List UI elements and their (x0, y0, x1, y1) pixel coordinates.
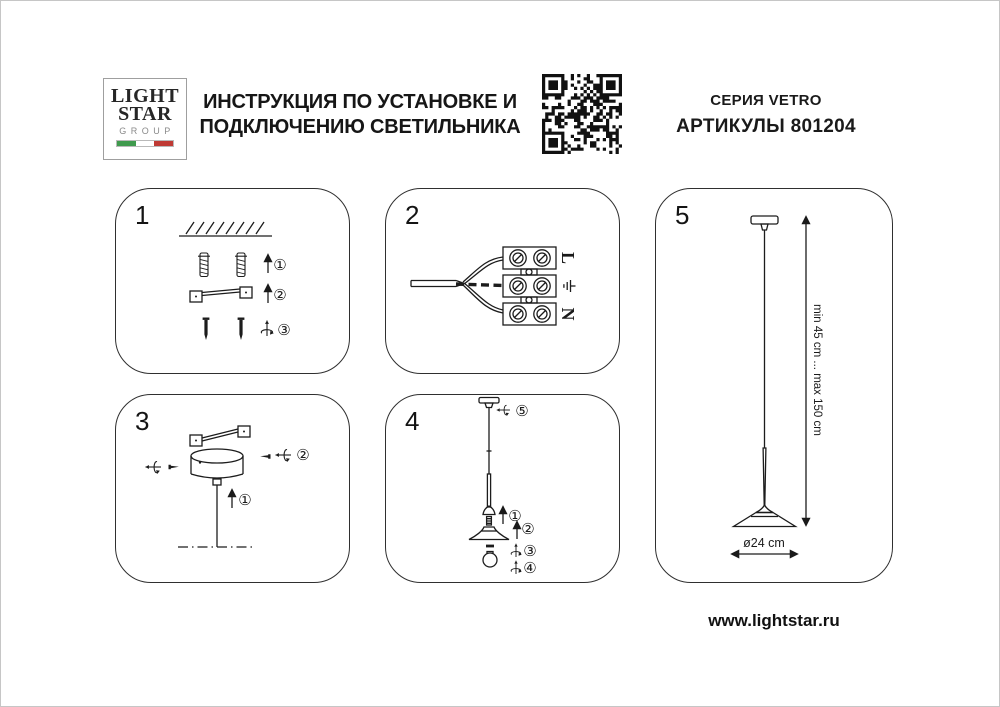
rotation-icon (261, 321, 274, 337)
qr-code-icon (542, 74, 622, 154)
panel-step-2 (385, 188, 620, 374)
wall-plug-icon (198, 253, 210, 277)
panel-number: 2 (405, 200, 420, 230)
panel-step-4 (385, 394, 620, 583)
product-info (648, 92, 884, 138)
panel-step-5 (655, 188, 893, 583)
rotation-icon (497, 405, 510, 416)
step-label: ⑤ (515, 402, 529, 420)
terminal-screws (510, 250, 550, 322)
rotation-icon (511, 544, 522, 557)
terminal-ground-icon (564, 280, 576, 292)
step-label: ② (273, 286, 287, 304)
step-label: ① (238, 491, 252, 509)
panel-number: 1 (135, 200, 150, 230)
logo-word-group: GROUP (119, 126, 175, 136)
articles-label: АРТИКУЛЫ 801204 (676, 116, 856, 137)
wire-neutral (463, 283, 503, 313)
website-label: www.lightstar.ru (708, 611, 840, 630)
panel-step-1 (115, 188, 350, 374)
cord-grip-icon (483, 506, 495, 525)
page-title (160, 90, 560, 140)
light-bulb-icon (483, 552, 497, 568)
series-label: СЕРИЯ VETRO (710, 92, 822, 109)
title-line-1: ИНСТРУКЦИЯ ПО УСТАНОВКЕ И (203, 91, 517, 113)
wall-plug-icon (235, 253, 247, 277)
suspension-cord (487, 408, 492, 508)
italian-flag-icon (116, 140, 174, 147)
canopy-icon (751, 216, 778, 230)
step-label: ② (521, 520, 535, 538)
mounting-bracket-icon (190, 426, 250, 446)
title-line-2: ПОДКЛЮЧЕНИЮ СВЕТИЛЬНИКА (199, 116, 521, 138)
diameter-label: ø24 cm (743, 536, 785, 550)
rotation-icon (511, 561, 522, 574)
step-2-wiring-diagram (386, 189, 618, 372)
mounting-bracket-icon (190, 287, 252, 302)
step-label: ④ (523, 559, 537, 577)
screw-icon (203, 318, 210, 341)
step-label: ① (508, 507, 522, 525)
terminal-block-icon (503, 247, 556, 325)
height-dimension (806, 217, 823, 525)
wire-ground (456, 284, 503, 286)
canopy-icon (191, 449, 243, 485)
step-label: ③ (523, 542, 537, 560)
logo-word-star: STAR (118, 103, 172, 125)
step-5-dimensions-diagram (656, 189, 891, 581)
screw-icon (169, 465, 179, 470)
logo-word-light: LIGHT (110, 85, 180, 107)
ceiling-hatch-icon (179, 222, 272, 236)
panel-step-3 (115, 394, 350, 583)
step-1-diagram (116, 189, 348, 372)
terminal-live-label: L (558, 251, 578, 265)
wire-live (463, 257, 503, 284)
rotation-icon (146, 462, 162, 474)
lamp-shade-icon (734, 505, 796, 527)
step-label: ③ (277, 321, 291, 339)
stem-rod (763, 448, 766, 505)
diameter-dimension (732, 536, 797, 554)
step-3-diagram (116, 395, 348, 581)
panel-number: 3 (135, 406, 150, 436)
step-4-assembly-diagram (386, 395, 618, 581)
rotation-icon (276, 450, 292, 462)
screw-icon (238, 318, 245, 341)
lamp-shade-icon (469, 527, 509, 540)
panel-number: 4 (405, 406, 420, 436)
step-label: ① (273, 256, 287, 274)
canopy-icon (479, 398, 499, 408)
screw-icon (260, 454, 270, 459)
panel-number: 5 (675, 200, 690, 230)
step-label: ② (296, 446, 310, 464)
power-cable-icon (411, 281, 463, 287)
height-range-label: min 45 cm ... max 150 cm (811, 304, 823, 436)
terminal-neutral-label: N (558, 307, 578, 321)
